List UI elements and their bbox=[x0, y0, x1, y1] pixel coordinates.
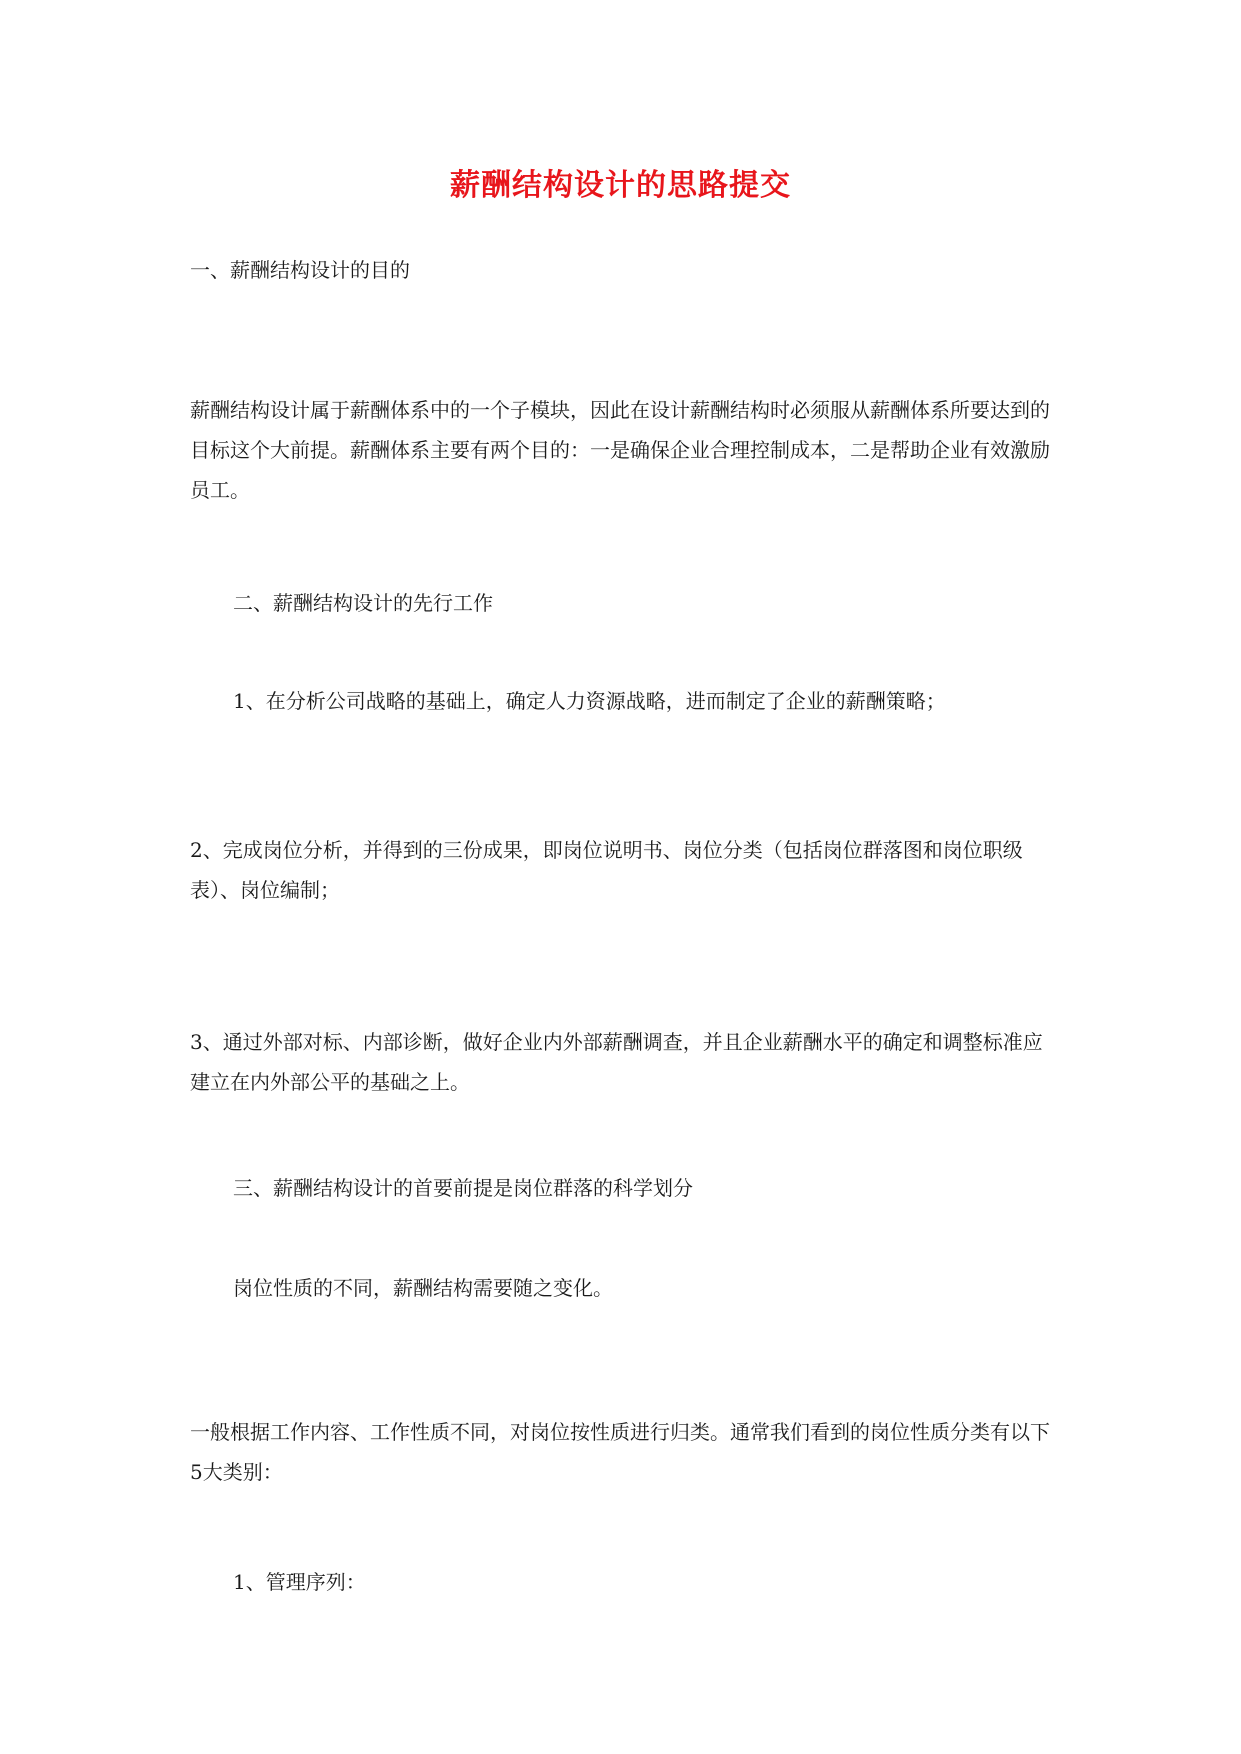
list-item-management: 1、管理序列： bbox=[233, 1570, 366, 1594]
section-heading-2: 二、薪酬结构设计的先行工作 bbox=[233, 591, 493, 615]
document-title: 薪酬结构设计的思路提交 bbox=[450, 168, 791, 203]
paragraph-classification: 一般根据工作内容、工作性质不同，对岗位按性质进行归类。通常我们看到的岗位性质分类有以下5大类别： bbox=[190, 1420, 1050, 1484]
list-item-2: 2、完成岗位分析，并得到的三份成果，即岗位说明书、岗位分类（包括岗位群落图和岗位职级表）、岗位编制； bbox=[190, 838, 1023, 902]
section-heading-1: 一、薪酬结构设计的目的 bbox=[190, 258, 410, 282]
section-heading-3: 三、薪酬结构设计的首要前提是岗位群落的科学划分 bbox=[233, 1176, 693, 1200]
list-item-3: 3、通过外部对标、内部诊断，做好企业内外部薪酬调查，并且企业薪酬水平的确定和调整标准应建立在内外部公平的基础之上。 bbox=[190, 1030, 1043, 1094]
list-item-1: 1、在分析公司战略的基础上，确定人力资源战略，进而制定了企业的薪酬策略； bbox=[233, 689, 946, 713]
paragraph-job-nature: 岗位性质的不同，薪酬结构需要随之变化。 bbox=[233, 1276, 613, 1300]
paragraph-purpose: 薪酬结构设计属于薪酬体系中的一个子模块，因此在设计薪酬结构时必须服从薪酬体系所要达到的目标这个大前提。薪酬体系主要有两个目的：一是确保企业合理控制成本，二是帮助企业有效激励员工。 bbox=[190, 398, 1050, 502]
